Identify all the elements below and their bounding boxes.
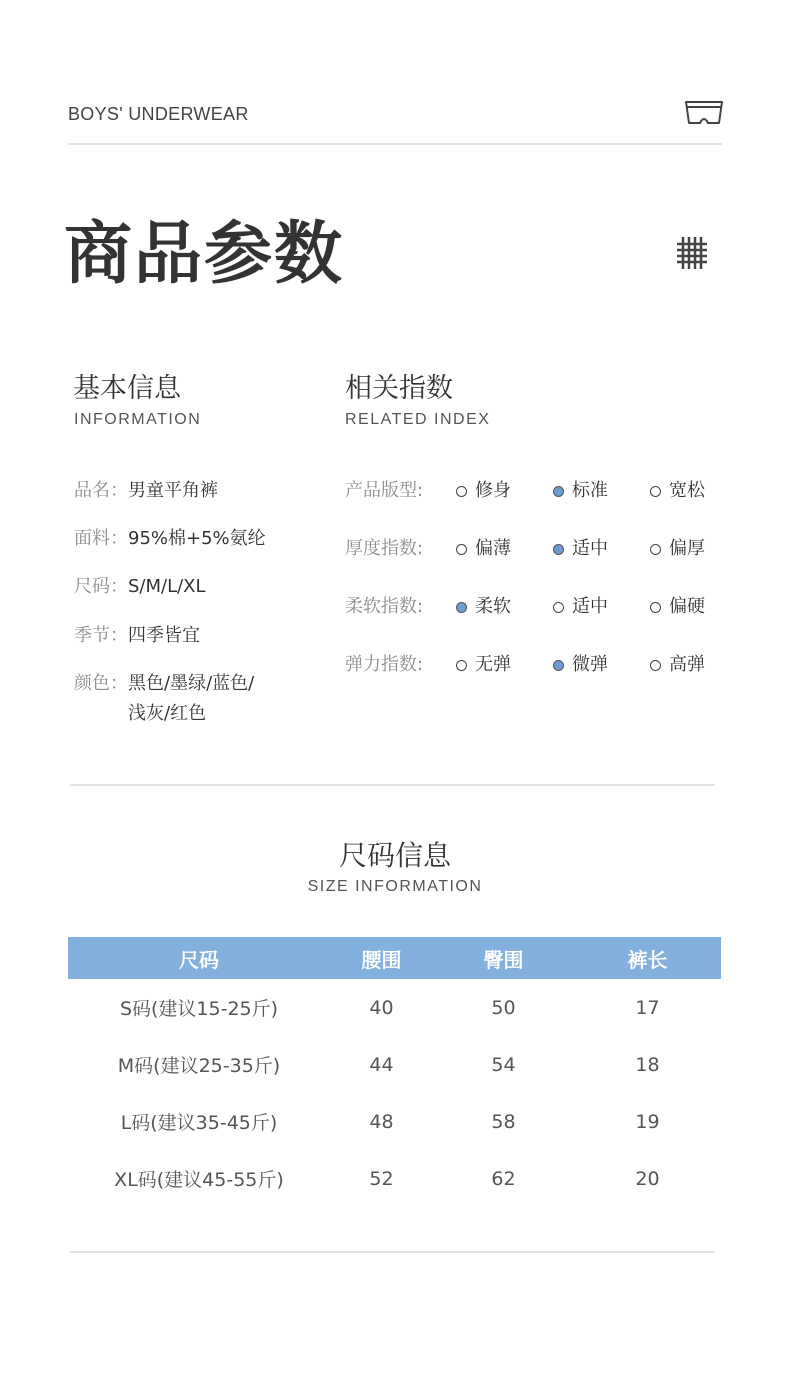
table-cell: 18 bbox=[635, 1053, 660, 1076]
color-line-1: 黑色/墨绿/蓝色/ bbox=[128, 673, 255, 694]
option-slight-stretch bbox=[553, 650, 608, 680]
color-line-2: 浅灰/红色 bbox=[128, 703, 207, 724]
size-table-header bbox=[68, 937, 721, 979]
header-divider bbox=[68, 143, 722, 145]
basic-info-title: 基本信息 bbox=[73, 373, 181, 404]
option-standard bbox=[553, 476, 608, 506]
option-label: 偏硬 bbox=[669, 596, 705, 617]
option-slim bbox=[456, 476, 511, 506]
table-cell: 58 bbox=[491, 1110, 516, 1133]
section-divider bbox=[70, 784, 715, 786]
option-label: 偏薄 bbox=[475, 538, 511, 559]
table-row bbox=[68, 1150, 721, 1207]
table-row bbox=[68, 1093, 721, 1150]
info-value: 95%棉+5%氨纶 bbox=[128, 528, 266, 549]
option-thin bbox=[456, 534, 511, 564]
column-header: 尺码 bbox=[68, 937, 330, 979]
column-header: 臀围 bbox=[433, 937, 574, 979]
table-row bbox=[68, 979, 721, 1036]
info-row-color bbox=[74, 669, 254, 729]
table-cell: 17 bbox=[635, 996, 660, 1019]
option-thick bbox=[650, 534, 705, 564]
option-label: 微弹 bbox=[572, 654, 608, 675]
option-medium bbox=[553, 592, 608, 622]
table-cell: L码(建议35-45斤) bbox=[120, 1112, 278, 1134]
radio-icon bbox=[456, 486, 467, 497]
info-row-fabric bbox=[74, 524, 266, 554]
index-key: 弹力指数: bbox=[345, 654, 424, 675]
radio-icon bbox=[456, 660, 467, 671]
table-cell: 40 bbox=[369, 996, 394, 1019]
basic-info-subtitle: INFORMATION bbox=[74, 411, 202, 428]
column-header: 腰围 bbox=[330, 937, 433, 979]
radio-selected-icon bbox=[553, 486, 564, 497]
radio-icon bbox=[456, 544, 467, 555]
radio-selected-icon bbox=[553, 544, 564, 555]
size-info-subtitle: SIZE INFORMATION bbox=[307, 878, 483, 895]
option-label: 标准 bbox=[572, 480, 608, 501]
info-key: 季节： bbox=[74, 625, 128, 646]
radio-icon bbox=[650, 602, 661, 613]
radio-icon bbox=[650, 486, 661, 497]
option-label: 偏厚 bbox=[669, 538, 705, 559]
option-label: 适中 bbox=[572, 538, 608, 559]
underwear-icon bbox=[684, 99, 724, 133]
table-cell: 54 bbox=[491, 1053, 516, 1076]
table-cell: 50 bbox=[491, 996, 516, 1019]
option-high-stretch bbox=[650, 650, 705, 680]
index-key: 产品版型: bbox=[345, 480, 424, 501]
radio-selected-icon bbox=[553, 660, 564, 671]
table-cell: 44 bbox=[369, 1053, 394, 1076]
option-hard bbox=[650, 592, 705, 622]
radio-icon bbox=[553, 602, 564, 613]
index-row-fit bbox=[345, 476, 745, 506]
table-cell: 19 bbox=[635, 1110, 660, 1133]
option-no-stretch bbox=[456, 650, 511, 680]
info-key: 面料： bbox=[74, 528, 128, 549]
option-label: 无弹 bbox=[475, 654, 511, 675]
option-label: 宽松 bbox=[669, 480, 705, 501]
table-cell: M码(建议25-35斤) bbox=[117, 1055, 281, 1077]
brand-label: BOYS' UNDERWEAR bbox=[68, 104, 249, 124]
info-value bbox=[128, 669, 254, 729]
column-header: 裤长 bbox=[574, 937, 721, 979]
info-row-name bbox=[74, 476, 218, 506]
radio-selected-icon bbox=[456, 602, 467, 613]
related-index-title: 相关指数 bbox=[345, 373, 453, 404]
index-key: 柔软指数: bbox=[345, 596, 424, 617]
table-cell: 48 bbox=[369, 1110, 394, 1133]
related-index-subtitle: RELATED INDEX bbox=[345, 411, 491, 428]
info-value: 男童平角裤 bbox=[128, 480, 218, 501]
option-label: 高弹 bbox=[669, 654, 705, 675]
info-key: 颜色： bbox=[74, 673, 128, 694]
footer-divider bbox=[70, 1251, 715, 1253]
option-medium bbox=[553, 534, 608, 564]
grid-icon bbox=[676, 236, 708, 274]
index-row-thickness bbox=[345, 534, 745, 564]
table-cell: 20 bbox=[635, 1167, 660, 1190]
info-row-season bbox=[74, 621, 200, 651]
option-loose bbox=[650, 476, 705, 506]
table-cell: XL码(建议45-55斤) bbox=[114, 1169, 284, 1191]
table-cell: S码(建议15-25斤) bbox=[119, 998, 279, 1020]
page-title: 商品参数 bbox=[64, 215, 345, 294]
option-label: 适中 bbox=[572, 596, 608, 617]
index-key: 厚度指数: bbox=[345, 538, 424, 559]
info-value: S/M/L/XL bbox=[128, 576, 206, 597]
option-soft bbox=[456, 592, 511, 622]
info-value: 四季皆宜 bbox=[128, 625, 200, 646]
table-cell: 52 bbox=[369, 1167, 394, 1190]
size-info-title: 尺码信息 bbox=[338, 839, 451, 872]
radio-icon bbox=[650, 544, 661, 555]
size-table bbox=[68, 937, 721, 1207]
info-key: 尺码： bbox=[74, 576, 128, 597]
index-row-elasticity bbox=[345, 650, 745, 680]
table-row bbox=[68, 1036, 721, 1093]
table-cell: 62 bbox=[491, 1167, 516, 1190]
option-label: 修身 bbox=[475, 480, 511, 501]
index-row-softness bbox=[345, 592, 745, 622]
option-label: 柔软 bbox=[475, 596, 511, 617]
radio-icon bbox=[650, 660, 661, 671]
info-key: 品名： bbox=[74, 480, 128, 501]
info-row-size bbox=[74, 572, 206, 602]
